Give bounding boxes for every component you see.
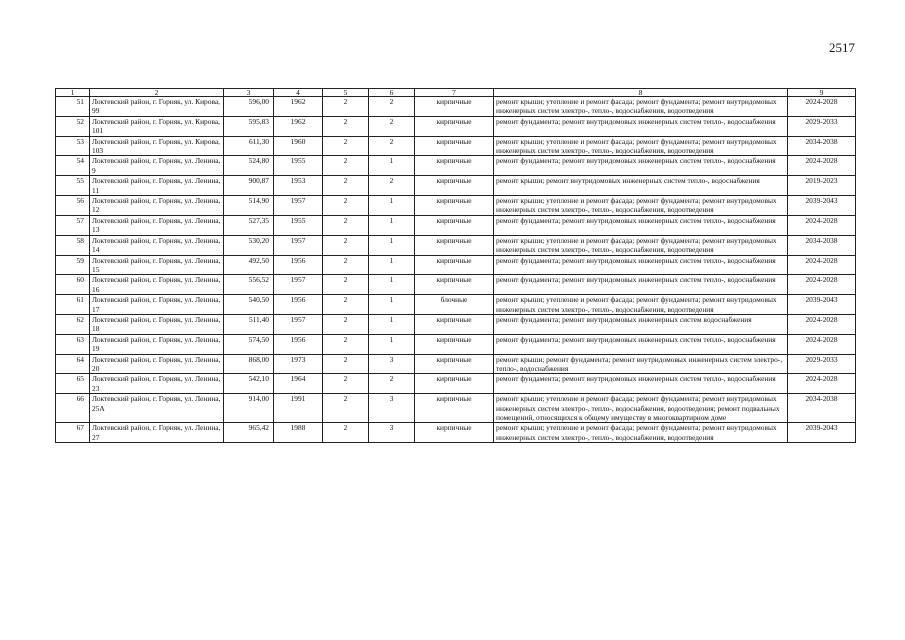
area-cell: 595,83 xyxy=(224,116,274,136)
entrances-cell: 2 xyxy=(369,176,415,196)
year-cell: 1956 xyxy=(274,334,323,354)
repair-works-cell: ремонт фундамента; ремонт внутридомовых инженерных систем тепло-, водоснабжения xyxy=(494,116,788,136)
repair-period-cell: 2019-2023 xyxy=(788,176,856,196)
table-row xyxy=(56,136,856,156)
row-number-cell: 52 xyxy=(56,116,90,136)
repair-works-cell: ремонт фундамента; ремонт внутридомовых инженерных систем тепло-, водоснабжения xyxy=(494,156,788,176)
column-header: 4 xyxy=(274,89,323,97)
entrances-cell: 1 xyxy=(369,156,415,176)
entrances-cell: 1 xyxy=(369,314,415,334)
area-cell: 574,50 xyxy=(224,334,274,354)
area-cell: 914,00 xyxy=(224,394,274,423)
entrances-cell: 1 xyxy=(369,196,415,216)
year-cell: 1964 xyxy=(274,374,323,394)
repair-period-cell: 2024-2028 xyxy=(788,275,856,295)
repair-period-cell: 2024-2028 xyxy=(788,97,856,117)
wall-material-cell: кирпичные xyxy=(415,423,494,443)
area-cell: 511,40 xyxy=(224,314,274,334)
row-number-cell: 51 xyxy=(56,97,90,117)
entrances-cell: 1 xyxy=(369,235,415,255)
repair-period-cell: 2039-2043 xyxy=(788,196,856,216)
floors-cell: 2 xyxy=(323,235,369,255)
year-cell: 1988 xyxy=(274,423,323,443)
repair-works-cell: ремонт фундамента; ремонт внутридомовых инженерных систем водоснабжения xyxy=(494,314,788,334)
floors-cell: 2 xyxy=(323,196,369,216)
floors-cell: 2 xyxy=(323,97,369,117)
floors-cell: 2 xyxy=(323,176,369,196)
entrances-cell: 1 xyxy=(369,295,415,315)
floors-cell: 2 xyxy=(323,423,369,443)
entrances-cell: 2 xyxy=(369,116,415,136)
floors-cell: 2 xyxy=(323,136,369,156)
repair-works-cell: ремонт крыши; утепление и ремонт фасада; ремонт фундамента; ремонт внутридомовых инженерных систем электро-, тепло-, водоснабжения, водоотведения; ремонт подвальных помещений, относящихся к общему имуществу в многоквартирном доме xyxy=(494,394,788,423)
year-cell: 1956 xyxy=(274,295,323,315)
row-number-cell: 67 xyxy=(56,423,90,443)
table-row xyxy=(56,275,856,295)
area-cell: 868,00 xyxy=(224,354,274,374)
floors-cell: 2 xyxy=(323,295,369,315)
row-number-cell: 60 xyxy=(56,275,90,295)
wall-material-cell: кирпичные xyxy=(415,136,494,156)
column-header: 5 xyxy=(323,89,369,97)
table-row xyxy=(56,176,856,196)
area-cell: 556,52 xyxy=(224,275,274,295)
year-cell: 1953 xyxy=(274,176,323,196)
repair-works-cell: ремонт крыши; утепление и ремонт фасада; ремонт фундамента; ремонт внутридомовых инженерных систем электро-, тепло-, водоснабжения, водоотведения xyxy=(494,97,788,117)
entrances-cell: 2 xyxy=(369,374,415,394)
area-cell: 900,87 xyxy=(224,176,274,196)
row-number-cell: 64 xyxy=(56,354,90,374)
column-header: 9 xyxy=(788,89,856,97)
address-cell: Локтевский район, г. Горняк, ул. Ленина, 20 xyxy=(90,354,224,374)
area-cell: 596,00 xyxy=(224,97,274,117)
wall-material-cell: кирпичные xyxy=(415,354,494,374)
table-row xyxy=(56,354,856,374)
entrances-cell: 2 xyxy=(369,136,415,156)
wall-material-cell: кирпичные xyxy=(415,374,494,394)
repair-period-cell: 2029-2033 xyxy=(788,354,856,374)
wall-material-cell: кирпичные xyxy=(415,334,494,354)
table-row xyxy=(56,196,856,216)
area-cell: 542,10 xyxy=(224,374,274,394)
wall-material-cell: кирпичные xyxy=(415,97,494,117)
area-cell: 514,90 xyxy=(224,196,274,216)
year-cell: 1956 xyxy=(274,255,323,275)
floors-cell: 2 xyxy=(323,374,369,394)
floors-cell: 2 xyxy=(323,334,369,354)
repair-period-cell: 2024-2028 xyxy=(788,334,856,354)
repair-works-cell: ремонт крыши; утепление и ремонт фасада; ремонт фундамента; ремонт внутридомовых инженерных систем электро-, тепло-, водоснабжения, водоотведения xyxy=(494,196,788,216)
area-cell: 524,80 xyxy=(224,156,274,176)
entrances-cell: 3 xyxy=(369,354,415,374)
floors-cell: 2 xyxy=(323,215,369,235)
wall-material-cell: кирпичные xyxy=(415,116,494,136)
header-row xyxy=(56,89,856,97)
housing-repair-table xyxy=(55,88,856,443)
year-cell: 1957 xyxy=(274,275,323,295)
repair-period-cell: 2034-2038 xyxy=(788,235,856,255)
row-number-cell: 57 xyxy=(56,215,90,235)
address-cell: Локтевский район, г. Горняк, ул. Ленина, 12 xyxy=(90,196,224,216)
address-cell: Локтевский район, г. Горняк, ул. Ленина, 27 xyxy=(90,423,224,443)
table-row xyxy=(56,314,856,334)
year-cell: 1955 xyxy=(274,156,323,176)
wall-material-cell: кирпичные xyxy=(415,314,494,334)
year-cell: 1962 xyxy=(274,97,323,117)
year-cell: 1960 xyxy=(274,136,323,156)
year-cell: 1955 xyxy=(274,215,323,235)
row-number-cell: 63 xyxy=(56,334,90,354)
wall-material-cell: кирпичные xyxy=(415,176,494,196)
area-cell: 965,42 xyxy=(224,423,274,443)
floors-cell: 2 xyxy=(323,354,369,374)
wall-material-cell: блочные xyxy=(415,295,494,315)
floors-cell: 2 xyxy=(323,156,369,176)
table-row xyxy=(56,116,856,136)
floors-cell: 2 xyxy=(323,275,369,295)
repair-works-cell: ремонт крыши; утепление и ремонт фасада; ремонт фундамента; ремонт внутридомовых инженерных систем электро-, тепло-, водоснабжения, водоотведения xyxy=(494,423,788,443)
column-header: 6 xyxy=(369,89,415,97)
area-cell: 611,30 xyxy=(224,136,274,156)
address-cell: Локтевский район, г. Горняк, ул. Ленина, 11 xyxy=(90,176,224,196)
wall-material-cell: кирпичные xyxy=(415,156,494,176)
repair-period-cell: 2024-2028 xyxy=(788,374,856,394)
address-cell: Локтевский район, г. Горняк, ул. Ленина, 14 xyxy=(90,235,224,255)
wall-material-cell: кирпичные xyxy=(415,235,494,255)
repair-period-cell: 2034-2038 xyxy=(788,136,856,156)
row-number-cell: 65 xyxy=(56,374,90,394)
repair-works-cell: ремонт фундамента; ремонт внутридомовых инженерных систем тепло-, водоснабжения xyxy=(494,275,788,295)
column-header: 3 xyxy=(224,89,274,97)
table-row xyxy=(56,295,856,315)
repair-period-cell: 2024-2028 xyxy=(788,156,856,176)
floors-cell: 2 xyxy=(323,314,369,334)
floors-cell: 2 xyxy=(323,255,369,275)
address-cell: Локтевский район, г. Горняк, ул. Кирова, 103 xyxy=(90,136,224,156)
row-number-cell: 62 xyxy=(56,314,90,334)
table-row xyxy=(56,215,856,235)
area-cell: 540,50 xyxy=(224,295,274,315)
table-row xyxy=(56,235,856,255)
repair-works-cell: ремонт крыши; ремонт фундамента; ремонт внутридомовых инженерных систем электро-, тепло-, водоснабжения xyxy=(494,354,788,374)
entrances-cell: 3 xyxy=(369,394,415,423)
year-cell: 1957 xyxy=(274,314,323,334)
row-number-cell: 66 xyxy=(56,394,90,423)
floors-cell: 2 xyxy=(323,394,369,423)
entrances-cell: 1 xyxy=(369,334,415,354)
address-cell: Локтевский район, г. Горняк, ул. Ленина, 25А xyxy=(90,394,224,423)
repair-period-cell: 2024-2028 xyxy=(788,215,856,235)
wall-material-cell: кирпичные xyxy=(415,196,494,216)
address-cell: Локтевский район, г. Горняк, ул. Ленина, 13 xyxy=(90,215,224,235)
area-cell: 530,20 xyxy=(224,235,274,255)
repair-period-cell: 2024-2028 xyxy=(788,255,856,275)
repair-period-cell: 2039-2043 xyxy=(788,423,856,443)
repair-works-cell: ремонт фундамента; ремонт внутридомовых инженерных систем тепло-, водоснабжения xyxy=(494,334,788,354)
column-header: 2 xyxy=(90,89,224,97)
repair-works-cell: ремонт фундамента; ремонт внутридомовых инженерных систем тепло-, водоснабжения xyxy=(494,374,788,394)
entrances-cell: 1 xyxy=(369,215,415,235)
repair-works-cell: ремонт крыши; утепление и ремонт фасада; ремонт фундамента; ремонт внутридомовых инженерных систем электро-, тепло-, водоснабжения, водоотведения xyxy=(494,295,788,315)
area-cell: 492,50 xyxy=(224,255,274,275)
table-row xyxy=(56,374,856,394)
repair-period-cell: 2039-2043 xyxy=(788,295,856,315)
wall-material-cell: кирпичные xyxy=(415,255,494,275)
address-cell: Локтевский район, г. Горняк, ул. Ленина, 9 xyxy=(90,156,224,176)
entrances-cell: 1 xyxy=(369,255,415,275)
table-row xyxy=(56,255,856,275)
repair-period-cell: 2034-2038 xyxy=(788,394,856,423)
row-number-cell: 54 xyxy=(56,156,90,176)
year-cell: 1991 xyxy=(274,394,323,423)
address-cell: Локтевский район, г. Горняк, ул. Ленина, 16 xyxy=(90,275,224,295)
page-number: 2517 xyxy=(829,40,855,55)
year-cell: 1957 xyxy=(274,196,323,216)
row-number-cell: 55 xyxy=(56,176,90,196)
column-header: 1 xyxy=(56,89,90,97)
entrances-cell: 3 xyxy=(369,423,415,443)
address-cell: Локтевский район, г. Горняк, ул. Ленина, 18 xyxy=(90,314,224,334)
row-number-cell: 59 xyxy=(56,255,90,275)
table-body xyxy=(56,97,856,443)
floors-cell: 2 xyxy=(323,116,369,136)
address-cell: Локтевский район, г. Горняк, ул. Ленина, 23 xyxy=(90,374,224,394)
year-cell: 1973 xyxy=(274,354,323,374)
table-row xyxy=(56,156,856,176)
table-row xyxy=(56,394,856,423)
address-cell: Локтевский район, г. Горняк, ул. Ленина, 19 xyxy=(90,334,224,354)
entrances-cell: 1 xyxy=(369,275,415,295)
area-cell: 527,35 xyxy=(224,215,274,235)
row-number-cell: 53 xyxy=(56,136,90,156)
column-header: 7 xyxy=(415,89,494,97)
wall-material-cell: кирпичные xyxy=(415,275,494,295)
repair-works-cell: ремонт крыши; утепление и ремонт фасада; ремонт фундамента; ремонт внутридомовых инженерных систем электро-, тепло-, водоснабжения, водоотведения xyxy=(494,235,788,255)
row-number-cell: 58 xyxy=(56,235,90,255)
table-row xyxy=(56,334,856,354)
repair-works-cell: ремонт фундамента; ремонт внутридомовых инженерных систем тепло-, водоснабжения xyxy=(494,255,788,275)
repair-works-cell: ремонт крыши; ремонт внутридомовых инженерных систем тепло-, водоснабжения xyxy=(494,176,788,196)
address-cell: Локтевский район, г. Горняк, ул. Кирова, 99 xyxy=(90,97,224,117)
table-row xyxy=(56,97,856,117)
year-cell: 1962 xyxy=(274,116,323,136)
wall-material-cell: кирпичные xyxy=(415,394,494,423)
row-number-cell: 56 xyxy=(56,196,90,216)
row-number-cell: 61 xyxy=(56,295,90,315)
address-cell: Локтевский район, г. Горняк, ул. Ленина, 15 xyxy=(90,255,224,275)
wall-material-cell: кирпичные xyxy=(415,215,494,235)
repair-works-cell: ремонт крыши; утепление и ремонт фасада; ремонт фундамента; ремонт внутридомовых инженерных систем электро-, тепло-, водоснабжения, водоотведения xyxy=(494,136,788,156)
entrances-cell: 2 xyxy=(369,97,415,117)
repair-period-cell: 2029-2033 xyxy=(788,116,856,136)
address-cell: Локтевский район, г. Горняк, ул. Кирова, 101 xyxy=(90,116,224,136)
year-cell: 1957 xyxy=(274,235,323,255)
column-header: 8 xyxy=(494,89,788,97)
repair-period-cell: 2024-2028 xyxy=(788,314,856,334)
table-row xyxy=(56,423,856,443)
address-cell: Локтевский район, г. Горняк, ул. Ленина, 17 xyxy=(90,295,224,315)
repair-works-cell: ремонт фундамента; ремонт внутридомовых инженерных систем тепло-, водоснабжения xyxy=(494,215,788,235)
